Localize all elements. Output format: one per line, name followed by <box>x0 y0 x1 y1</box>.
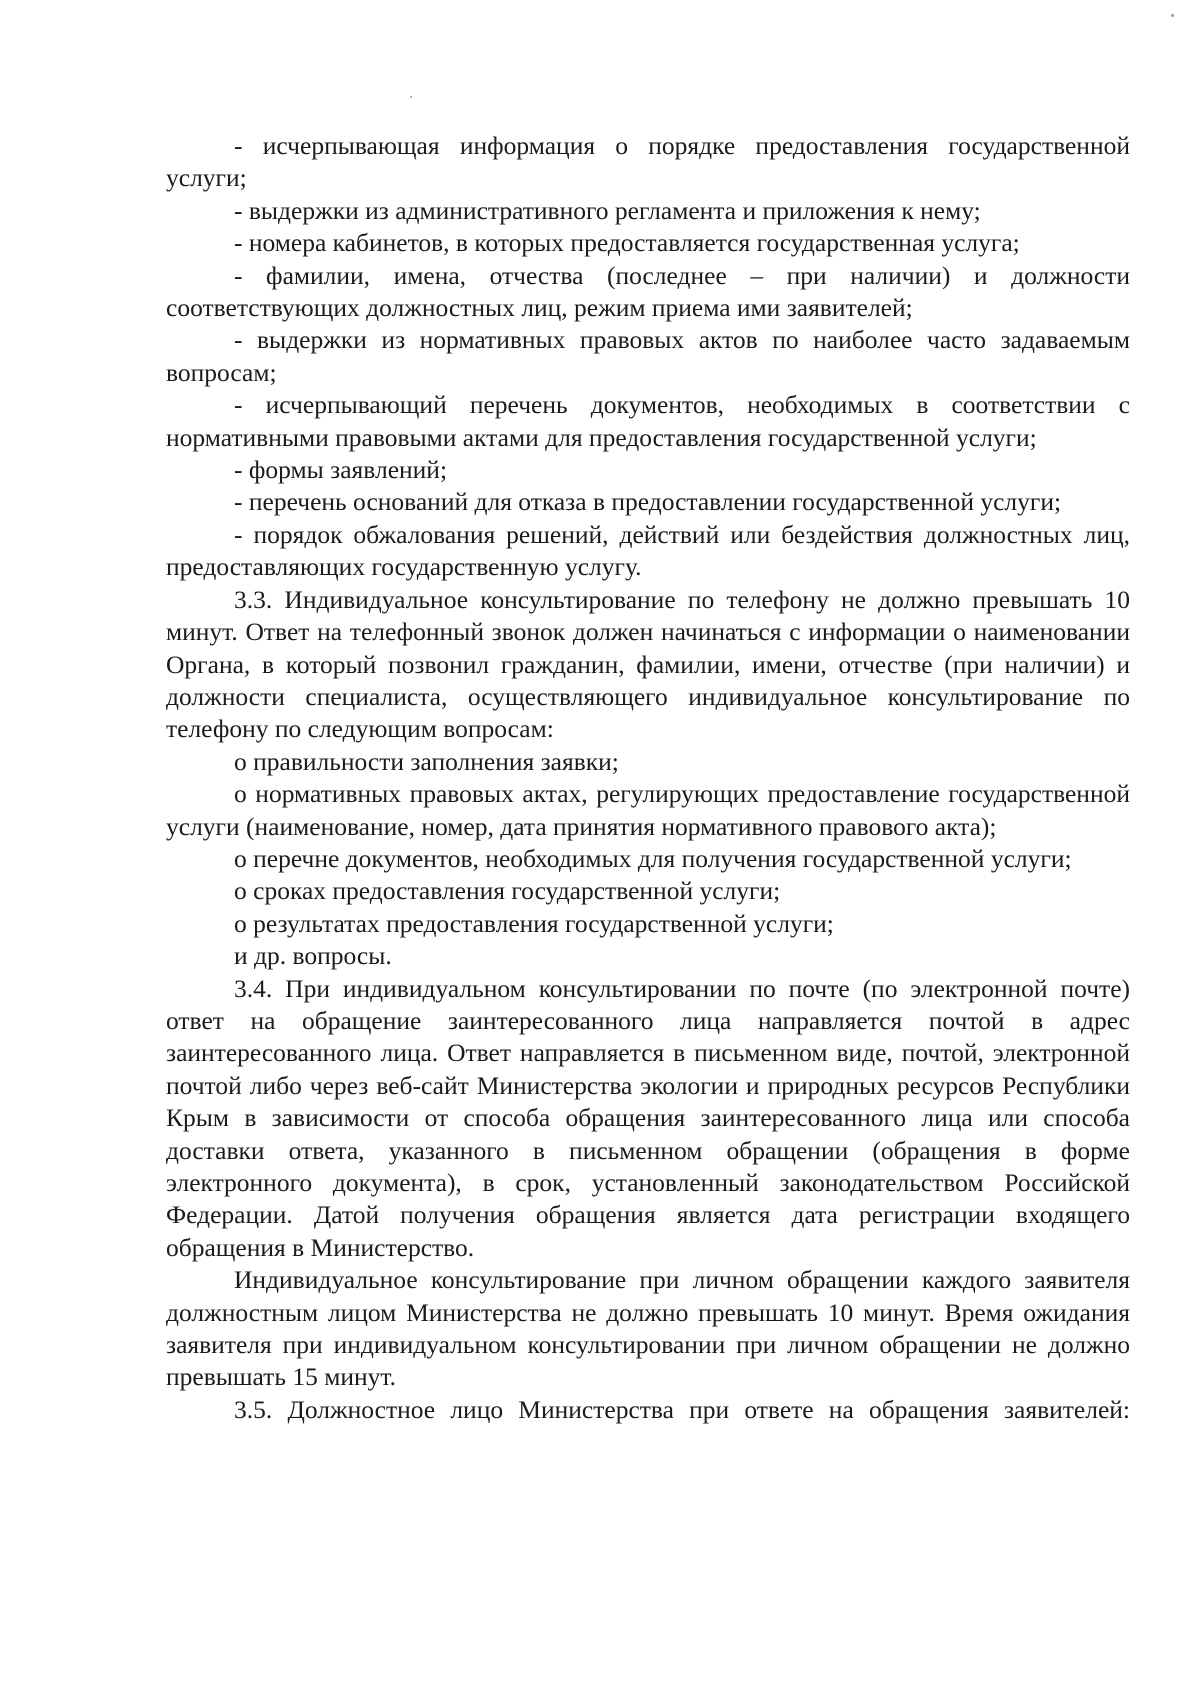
paragraph: - порядок обжалования решений, действий или бездействия должностных лиц, предоставляющих государственную услугу. <box>166 519 1130 582</box>
section-3-3-paragraph: 3.3. Индивидуальное консультирование по телефону не должно превышать 10 минут. Ответ на телефонный звонок должен начинаться с информации о наименовании Органа, в который позвонил гражданин, фамилии, имени, отчестве (при наличии) и должности специалиста, осуществляющего индивидуальное консультирование по телефону по следующим вопросам: <box>166 584 1130 744</box>
paragraph: Индивидуальное консультирование при личном обращении каждого заявителя должностным лицом Министерства не должно превышать 10 минут. Время ожидания заявителя при индивидуальном консультировании при личном обращении не должно превышать 15 минут. <box>166 1265 1130 1392</box>
paragraph: - выдержки из административного регламента и приложения к нему; <box>234 195 981 225</box>
paragraph: - номера кабинетов, в которых предоставляется государственная услуга; <box>234 228 1020 258</box>
section-3-5-paragraph: 3.5. Должностное лицо Министерства при ответе на обращения заявителей: <box>234 1394 1130 1424</box>
paragraph: - выдержки из нормативных правовых актов по наиболее часто задаваемым вопросам; <box>166 325 1130 387</box>
paragraph: - исчерпывающая информация о порядке предоставления государственной услуги; <box>166 131 1130 193</box>
section-3-4-paragraph: 3.4. При индивидуальном консультировании по почте (по электронной почте) ответ на обращение заинтересованного лица направляется почтой в адрес заинтересованного лица. Ответ направляется в письменном виде, почтой, электронной почтой либо через веб-сайт Министерства экологии и природных ресурсов Республики Крым в зависимости от способа обращения заинтересованного лица или способа доставки ответа, указанного в письменном обращении (обращения в форме электронного документа), в срок, установленный законодательством Российской Федерации. Датой получения обращения является дата регистрации входящего обращения в Министерство. <box>166 973 1130 1262</box>
paragraph: о результатах предоставления государственной услуги; <box>234 908 834 938</box>
paragraph: о нормативных правовых актах, регулирующих предоставление государственной услуги (наименование, номер, дата принятия нормативного правового акта); <box>166 779 1130 841</box>
paragraph: - фамилии, имена, отчества (последнее – при наличии) и должности соответствующих должностных лиц, режим приема ими заявителей; <box>166 260 1130 323</box>
paragraph: - исчерпывающий перечень документов, необходимых в соответствии с нормативными правовыми актами для предоставления государственной услуги; <box>166 390 1130 452</box>
scan-speck <box>1171 14 1174 17</box>
scan-speck <box>410 96 412 98</box>
paragraph: о перечне документов, необходимых для получения государственной услуги; <box>234 843 1072 873</box>
paragraph: - перечень оснований для отказа в предоставлении государственной услуги; <box>234 487 1062 517</box>
document-page <box>166 130 1130 1426</box>
paragraph: и др. вопросы. <box>234 941 392 971</box>
paragraph: - формы заявлений; <box>234 455 448 485</box>
paragraph: о сроках предоставления государственной услуги; <box>234 876 781 906</box>
paragraph: о правильности заполнения заявки; <box>234 746 619 776</box>
